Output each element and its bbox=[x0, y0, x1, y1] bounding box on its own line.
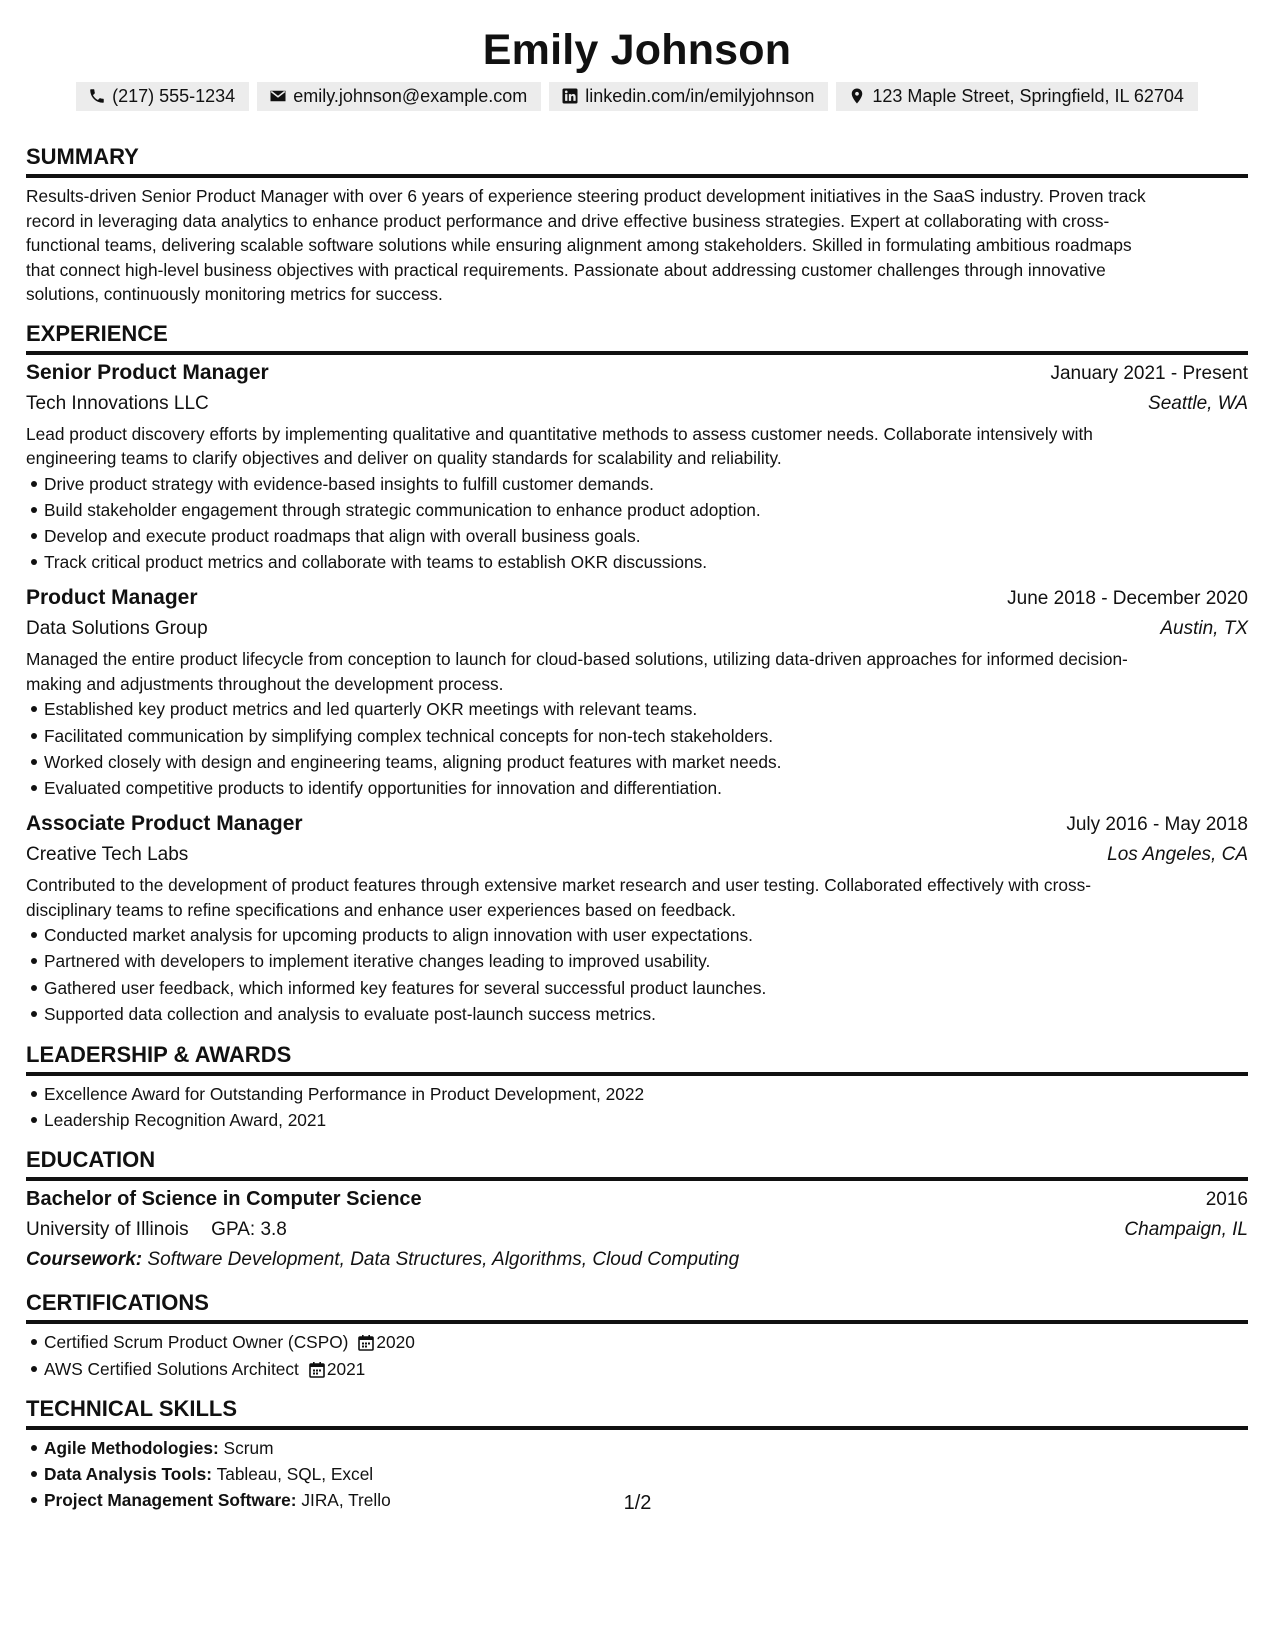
list-item: Build stakeholder engagement through strategic communication to enhance product adoption. bbox=[44, 497, 1248, 523]
contact-phone[interactable] bbox=[76, 82, 249, 111]
calendar-icon bbox=[358, 1334, 374, 1351]
job-entry bbox=[26, 809, 1248, 1027]
job-bullets bbox=[26, 471, 1248, 576]
phone-icon bbox=[88, 87, 106, 105]
list-item: Leadership Recognition Award, 2021 bbox=[44, 1107, 1248, 1133]
skill-value: JIRA, Trello bbox=[301, 1490, 391, 1511]
list-item: Evaluated competitive products to identify opportunities for innovation and differentiation. bbox=[44, 775, 1248, 801]
map-pin-icon bbox=[848, 87, 866, 105]
cert-name: AWS Certified Solutions Architect bbox=[44, 1358, 299, 1379]
summary-line: Results-driven Senior Product Manager with over 6 years of experience steering product development initiatives in the SaaS industry. Proven track bbox=[26, 186, 1146, 206]
job-description-line: engineering teams to clarify objectives and deliver on quality standards for scalability and reliability. bbox=[26, 448, 782, 468]
summary-line: that connect high-level business objectives with practical requirements. Passionate about addressing customer challenges through innovative bbox=[26, 259, 1106, 280]
job-title: Product Manager bbox=[26, 586, 198, 610]
job-description bbox=[26, 647, 1248, 696]
coursework-label: Coursework: bbox=[26, 1249, 143, 1271]
job-title: Senior Product Manager bbox=[26, 360, 269, 384]
awards-section bbox=[26, 1042, 1248, 1133]
cert-year: 2020 bbox=[376, 1332, 415, 1353]
coursework-list: Software Development, Data Structures, Algorithms, Cloud Computing bbox=[147, 1249, 740, 1271]
experience-section bbox=[26, 321, 1248, 1027]
job-description-line: making and adjustments throughout the development process. bbox=[26, 673, 504, 694]
section-title-experience: EXPERIENCE bbox=[26, 321, 1248, 355]
section-title-skills: TECHNICAL SKILLS bbox=[26, 1396, 1248, 1430]
school-name: University of Illinois bbox=[26, 1219, 189, 1241]
gpa: GPA: 3.8 bbox=[211, 1219, 287, 1241]
list-item: Facilitated communication by simplifying complex technical concepts for non-tech stakeholders. bbox=[44, 723, 1248, 749]
summary-line: functional teams, delivering scalable software solutions while ensuring alignment among stakeholders. Skilled in formulating ambitious roadmaps bbox=[26, 235, 1132, 255]
contact-email-text: emily.johnson@example.com bbox=[293, 86, 528, 106]
job-description bbox=[26, 422, 1248, 471]
list-item: Conducted market analysis for upcoming products to align innovation with user expectations. bbox=[44, 922, 1248, 948]
calendar-icon bbox=[309, 1361, 325, 1378]
job-company: Creative Tech Labs bbox=[26, 844, 189, 866]
job-location: Los Angeles, CA bbox=[1107, 844, 1248, 866]
list-item: Established key product metrics and led quarterly OKR meetings with relevant teams. bbox=[44, 696, 1248, 722]
section-title-summary: SUMMARY bbox=[26, 144, 1248, 178]
school-info bbox=[26, 1215, 287, 1245]
education-section bbox=[26, 1147, 1248, 1275]
list-item: Track critical product metrics and collaborate with teams to establish OKR discussions. bbox=[44, 549, 1248, 575]
job-bullets bbox=[26, 922, 1248, 1027]
cert-year: 2021 bbox=[326, 1358, 366, 1379]
contact-phone-text: (217) 555-1234 bbox=[112, 86, 236, 106]
list-item bbox=[44, 1329, 1248, 1355]
skill-value: Scrum bbox=[223, 1437, 274, 1458]
graduation-year: 2016 bbox=[1205, 1189, 1248, 1211]
contact-email[interactable] bbox=[257, 82, 541, 111]
job-title: Associate Product Manager bbox=[26, 812, 303, 836]
contact-linkedin-text: linkedin.com/in/emilyjohnson bbox=[585, 86, 815, 106]
job-dates: June 2018 - December 2020 bbox=[1007, 588, 1248, 610]
job-company: Data Solutions Group bbox=[26, 618, 208, 640]
skill-value: Tableau, SQL, Excel bbox=[216, 1463, 374, 1484]
contact-address bbox=[836, 82, 1198, 111]
certifications-section bbox=[26, 1290, 1248, 1381]
skill-label: Agile Methodologies: bbox=[44, 1437, 219, 1458]
section-title-certifications: CERTIFICATIONS bbox=[26, 1290, 1248, 1324]
skill-label: Project Management Software: bbox=[44, 1490, 297, 1511]
coursework bbox=[26, 1245, 1248, 1275]
list-item: Supported data collection and analysis to evaluate post-launch success metrics. bbox=[44, 1001, 1248, 1027]
list-item: Gathered user feedback, which informed key features for several successful product launches. bbox=[44, 975, 1248, 1001]
summary-section bbox=[26, 144, 1248, 307]
awards-list bbox=[26, 1081, 1248, 1133]
skill-label: Data Analysis Tools: bbox=[44, 1463, 213, 1484]
school-location: Champaign, IL bbox=[1124, 1219, 1248, 1241]
job-dates: July 2016 - May 2018 bbox=[1066, 814, 1248, 836]
job-bullets bbox=[26, 696, 1248, 801]
page-number: 1/2 bbox=[623, 1492, 652, 1514]
job-dates: January 2021 - Present bbox=[1050, 362, 1248, 384]
envelope-icon bbox=[269, 87, 287, 105]
contact-linkedin[interactable] bbox=[549, 82, 828, 111]
contact-bar bbox=[26, 82, 1248, 111]
cert-name: Certified Scrum Product Owner (CSPO) bbox=[44, 1332, 349, 1353]
list-item: Partnered with developers to implement iterative changes leading to improved usability. bbox=[44, 948, 1248, 974]
list-item bbox=[44, 1356, 1248, 1382]
certifications-list bbox=[26, 1329, 1248, 1381]
degree-title: Bachelor of Science in Computer Science bbox=[26, 1188, 422, 1211]
section-title-awards: LEADERSHIP & AWARDS bbox=[26, 1042, 1248, 1076]
job-location: Austin, TX bbox=[1160, 618, 1248, 640]
list-item bbox=[44, 1461, 1248, 1487]
linkedin-icon bbox=[561, 87, 579, 105]
candidate-name: Emily Johnson bbox=[482, 26, 792, 74]
list-item: Develop and execute product roadmaps that align with overall business goals. bbox=[44, 523, 1248, 549]
summary-line: record in leveraging data analytics to enhance product performance and drive effective business strategies. Expert at collaborating with cross- bbox=[26, 210, 1110, 231]
contact-address-text: 123 Maple Street, Springfield, IL 62704 bbox=[872, 86, 1184, 106]
job-company: Tech Innovations LLC bbox=[26, 392, 209, 414]
job-description-line: disciplinary teams to refine specifications and enhance user experiences based on feedback. bbox=[26, 899, 736, 920]
list-item: Drive product strategy with evidence-based insights to fulfill customer demands. bbox=[44, 471, 1248, 497]
job-location: Seattle, WA bbox=[1148, 392, 1248, 414]
job-entry bbox=[26, 358, 1248, 576]
job-description bbox=[26, 873, 1248, 922]
list-item bbox=[44, 1435, 1248, 1461]
summary-text bbox=[26, 184, 1248, 307]
job-entry bbox=[26, 583, 1248, 801]
list-item: Worked closely with design and engineering teams, aligning product features with market needs. bbox=[44, 749, 1248, 775]
section-title-education: EDUCATION bbox=[26, 1147, 1248, 1181]
summary-line: solutions, continuously monitoring metrics for success. bbox=[26, 284, 443, 304]
job-description-line: Managed the entire product lifecycle from conception to launch for cloud-based solutions, utilizing data-driven approaches for informed decision- bbox=[26, 649, 1128, 670]
job-description-line: Lead product discovery efforts by implementing qualitative and quantitative methods to assess customer needs. Collaborate intensively with bbox=[26, 423, 1093, 444]
list-item: Excellence Award for Outstanding Performance in Product Development, 2022 bbox=[44, 1081, 1248, 1107]
job-description-line: Contributed to the development of product features through extensive market research and user testing. Collaborated effectively with cross- bbox=[26, 875, 1091, 896]
